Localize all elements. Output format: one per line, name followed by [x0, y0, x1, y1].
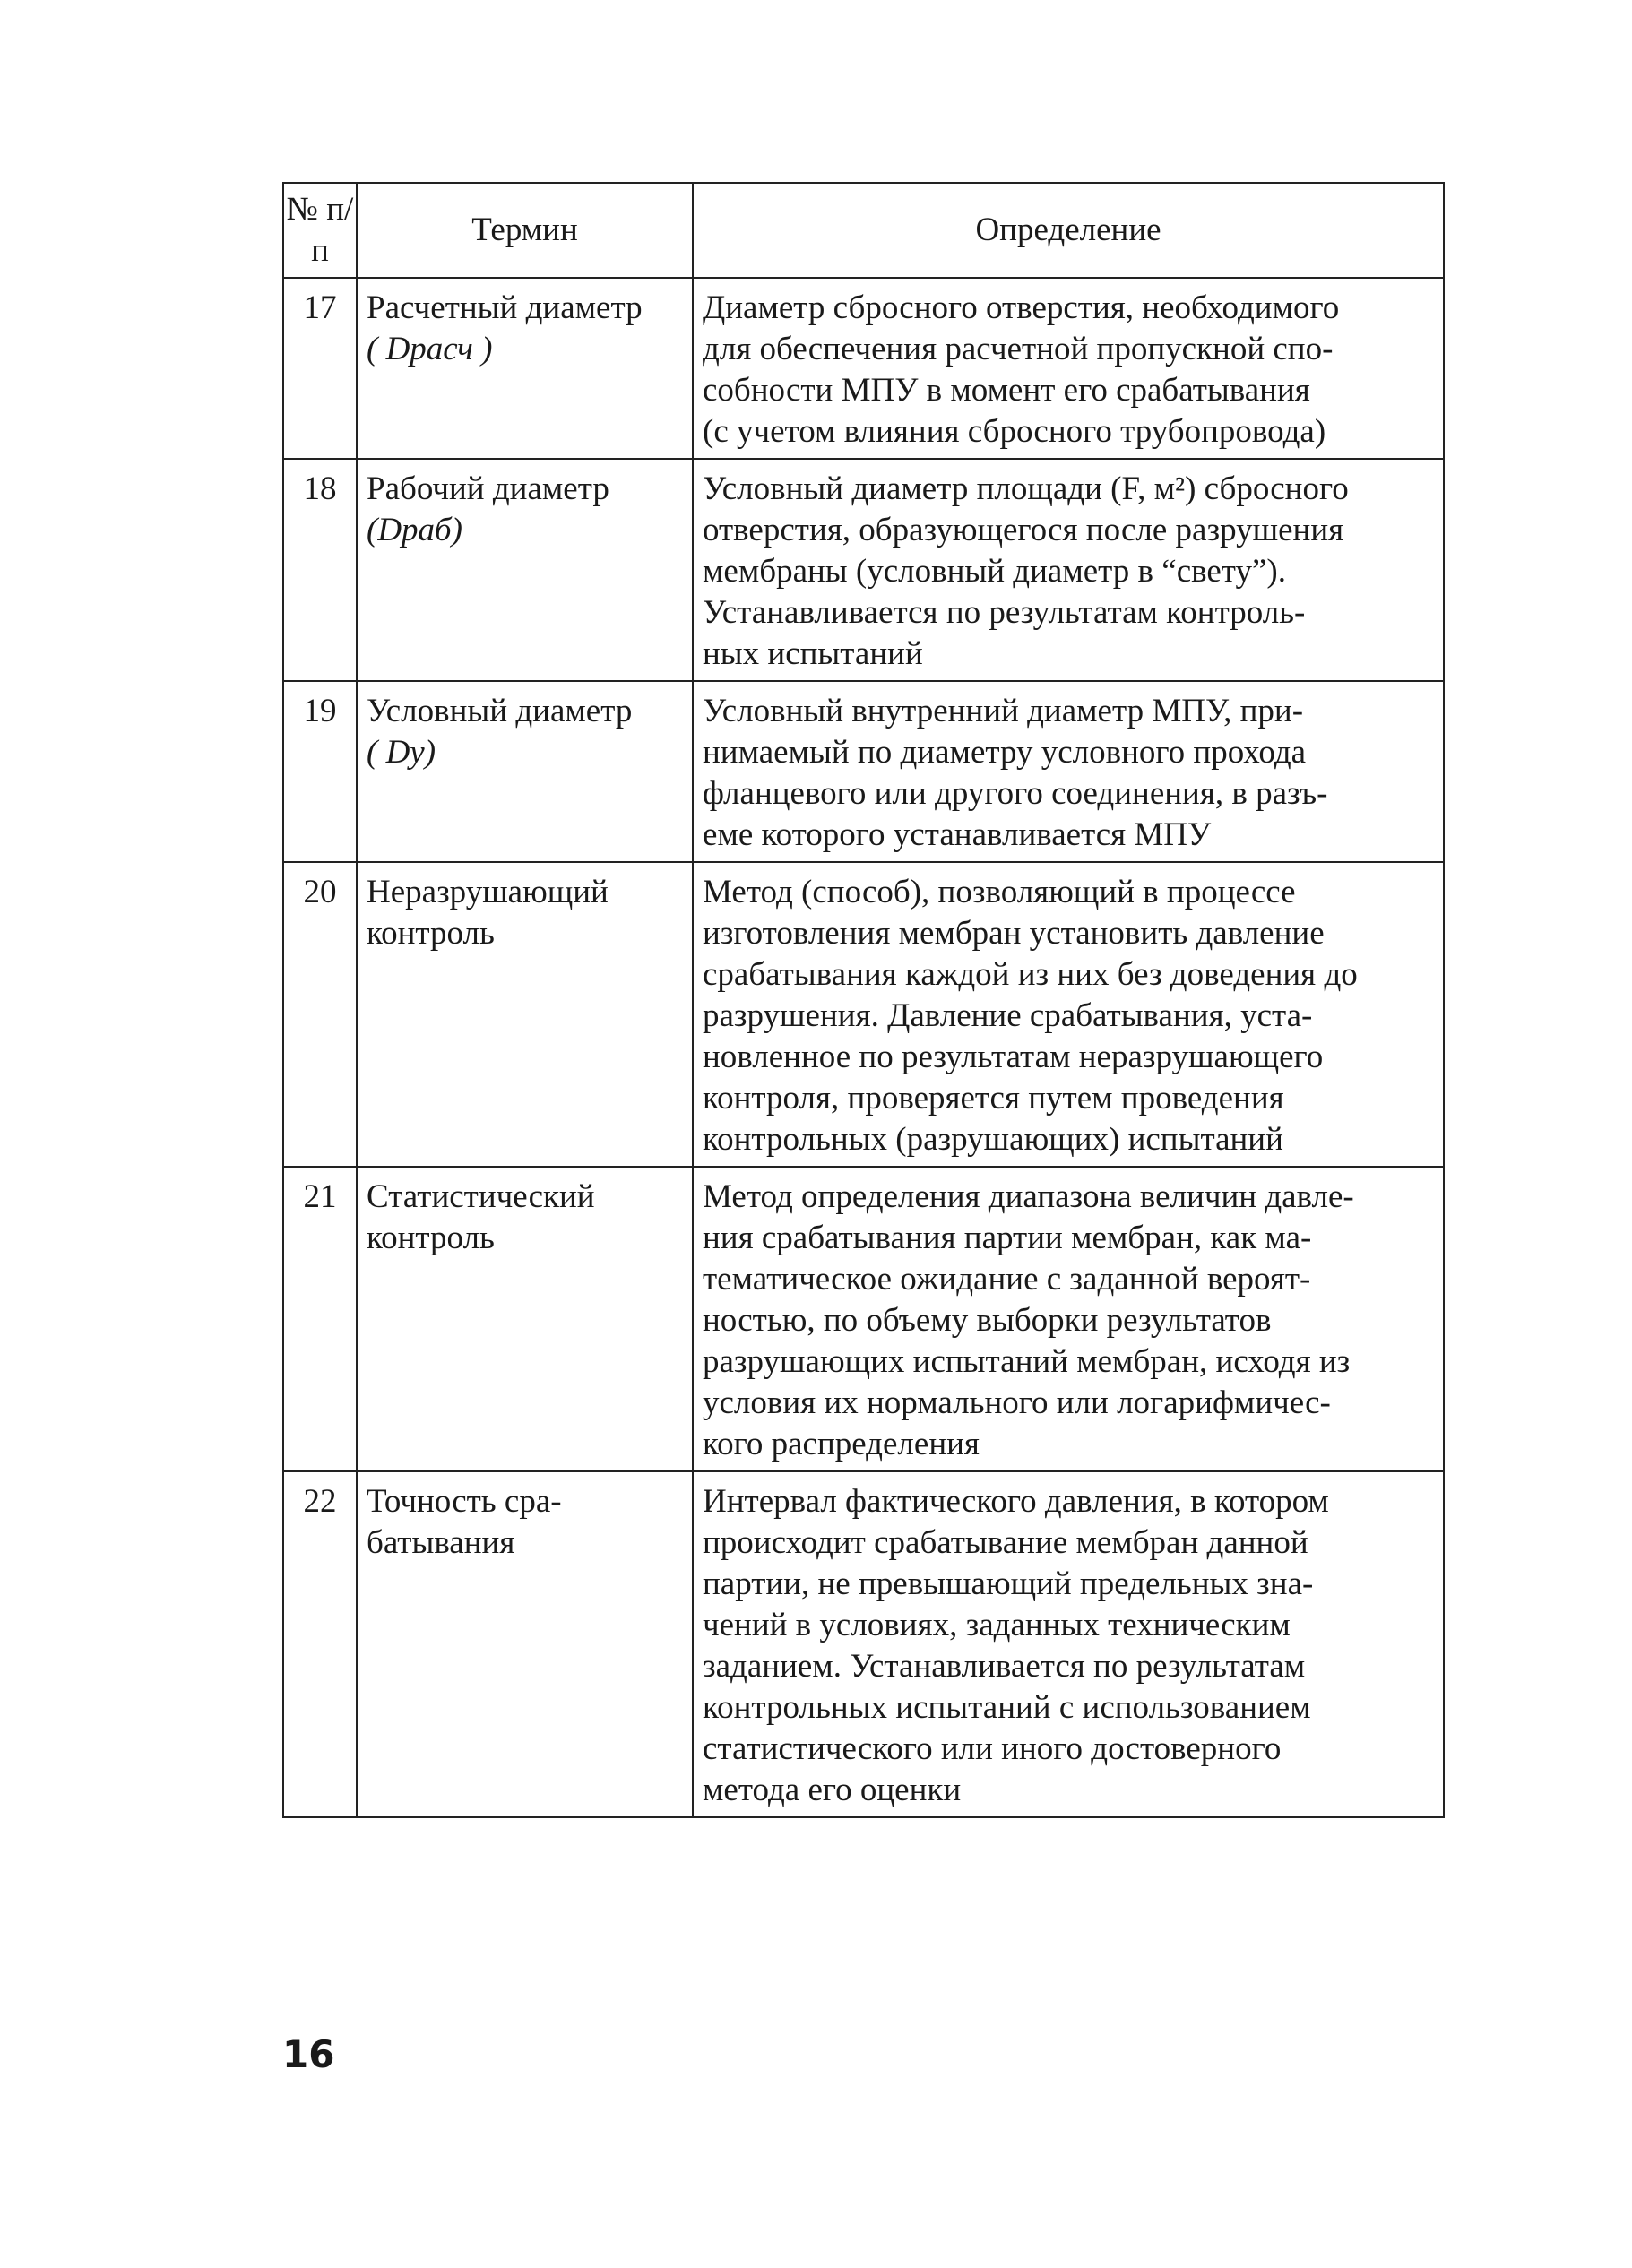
definition-cell [693, 459, 1444, 681]
term-name: Расчетный диаметр [367, 289, 643, 326]
term-cell [357, 459, 693, 681]
definition-line: ностью, по объему выборки результатов [703, 1302, 1272, 1339]
table-row [283, 459, 1444, 681]
definition-line: Условный внутренний диаметр МПУ, при- [703, 693, 1304, 729]
definition-line: срабатывания каждой из них без доведения до [703, 956, 1358, 993]
definition-line: статистического или иного достоверного [703, 1730, 1282, 1767]
definition-line: фланцевого или другого соединения, в разъ- [703, 775, 1328, 812]
definition-line: условия их нормального или логарифмичес- [703, 1384, 1331, 1421]
term-cell [357, 1471, 693, 1817]
definition-line: метода его оценки [703, 1772, 962, 1808]
definition-line: ных испытаний [703, 635, 923, 672]
term-name: Статистический контроль [367, 1178, 595, 1256]
definition-line: изготовления мембран установить давление [703, 915, 1325, 952]
table-row [283, 1471, 1444, 1817]
definition-line: новленное по результатам неразрушающего [703, 1039, 1324, 1075]
definition-line: кого распределения [703, 1426, 980, 1462]
definition-line: (с учетом влияния сбросного трубопровода) [703, 413, 1326, 450]
definition-line: контроля, проверяется путем проведения [703, 1080, 1284, 1117]
definition-cell [693, 1167, 1444, 1471]
term-name: Рабочий диаметр [367, 470, 609, 507]
definition-line: контрольных (разрушающих) испытаний [703, 1121, 1283, 1158]
definition-line: чений в условиях, заданных техническим [703, 1607, 1291, 1643]
row-number: 18 [283, 459, 357, 681]
definition-line: нимаемый по диаметру условного прохода [703, 734, 1307, 771]
header-definition: Определение [693, 183, 1444, 278]
definition-line: Метод (способ), позволяющий в процессе [703, 874, 1296, 910]
definition-line: контрольных испытаний с использованием [703, 1689, 1311, 1726]
definition-line: Условный диаметр площади (F, м²) сбросного [703, 470, 1349, 507]
definition-line: заданием. Устанавливается по результатам [703, 1648, 1306, 1685]
definition-line: партии, не превышающий предельных зна- [703, 1565, 1314, 1602]
term-cell [357, 862, 693, 1167]
definition-line: Диаметр сбросного отверстия, необходимого [703, 289, 1340, 326]
row-number: 17 [283, 278, 357, 459]
terms-table [282, 182, 1445, 1818]
table-row [283, 1167, 1444, 1471]
table-row [283, 862, 1444, 1167]
definition-line: Метод определения диапазона величин давле- [703, 1178, 1354, 1215]
row-number: 22 [283, 1471, 357, 1817]
definition-cell [693, 278, 1444, 459]
definition-line: разрушающих испытаний мембран, исходя из [703, 1343, 1351, 1380]
page-number: 16 [282, 2032, 335, 2076]
definition-cell [693, 862, 1444, 1167]
term-symbol: ( Dрасч ) [367, 331, 493, 367]
definition-line: отверстия, образующегося после разрушения [703, 512, 1344, 548]
definition-line: тематическое ожидание с заданной вероят- [703, 1261, 1311, 1298]
term-name: Неразрушающий контроль [367, 874, 609, 952]
term-cell [357, 681, 693, 862]
header-term: Термин [357, 183, 693, 278]
definition-line: разрушения. Давление срабатывания, уста- [703, 997, 1313, 1034]
definition-line: для обеспечения расчетной пропускной спо- [703, 331, 1334, 367]
definition-line: еме которого устанавливается МПУ [703, 816, 1212, 853]
row-number: 19 [283, 681, 357, 862]
definition-cell [693, 681, 1444, 862]
row-number: 20 [283, 862, 357, 1167]
definition-line: мембраны (условный диаметр в “свету”). [703, 553, 1286, 590]
table-row [283, 278, 1444, 459]
term-name: Условный диаметр [367, 693, 633, 729]
term-cell [357, 1167, 693, 1471]
header-number: № п/п [283, 183, 357, 278]
term-symbol: ( Dу) [367, 734, 436, 771]
row-number: 21 [283, 1167, 357, 1471]
term-name: Точность сра- батывания [367, 1483, 562, 1561]
table-header-row [283, 183, 1444, 278]
definition-line: собности МПУ в момент его срабатывания [703, 372, 1310, 409]
term-symbol: (Dраб) [367, 512, 462, 548]
definition-cell [693, 1471, 1444, 1817]
definition-line: происходит срабатывание мембран данной [703, 1524, 1308, 1561]
definition-line: ния срабатывания партии мембран, как ма- [703, 1220, 1312, 1256]
definition-line: Устанавливается по результатам контроль- [703, 594, 1306, 631]
definition-line: Интервал фактического давления, в котором [703, 1483, 1329, 1520]
table-row [283, 681, 1444, 862]
term-cell [357, 278, 693, 459]
